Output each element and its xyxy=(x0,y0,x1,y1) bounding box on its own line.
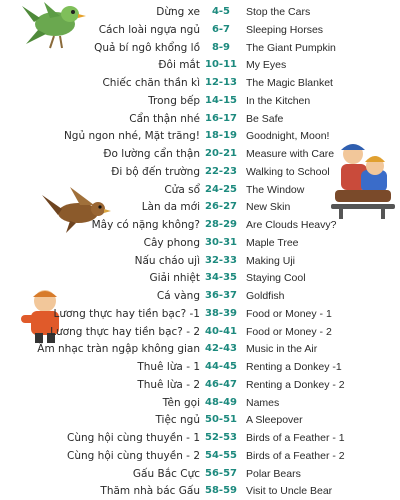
english-title: Sleeping Horses xyxy=(246,23,324,36)
vietnamese-title: Cách loài ngựa ngủ xyxy=(98,23,200,36)
vietnamese-title: Cá vàng xyxy=(156,290,200,302)
english-title: Renting a Donkey - 2 xyxy=(246,378,345,391)
english-title: Goodnight, Moon! xyxy=(246,130,330,143)
toc-entry[interactable] xyxy=(0,394,400,412)
toc-entry[interactable] xyxy=(0,269,400,287)
vietnamese-title: Âm nhạc tràn ngập không gian xyxy=(37,343,200,356)
english-title: Stop the Cars xyxy=(246,6,311,18)
english-title: Making Uji xyxy=(246,254,296,267)
vietnamese-title: Cùng hội cùng thuyền - 2 xyxy=(67,449,200,462)
toc-entry[interactable] xyxy=(0,21,400,39)
english-title: A Sleepover xyxy=(246,414,303,427)
page-range: 32-33 xyxy=(205,254,237,266)
english-title: Be Safe xyxy=(246,112,284,125)
vietnamese-title: Đôi mắt xyxy=(158,59,200,72)
page-range: 16-17 xyxy=(205,112,237,124)
english-title: Renting a Donkey -1 xyxy=(246,361,342,373)
english-title: Names xyxy=(246,396,280,409)
toc-entry[interactable] xyxy=(0,376,400,394)
english-title: Goldfish xyxy=(246,290,285,302)
toc-entry[interactable] xyxy=(0,145,400,163)
english-title: Visit to Uncle Bear xyxy=(246,485,333,498)
vietnamese-title: Dừng xe xyxy=(156,6,200,18)
vietnamese-title: Chiếc chăn thần kì xyxy=(102,77,200,89)
english-title: The Magic Blanket xyxy=(246,77,333,89)
vietnamese-title: Lương thực hay tiền bạc? -1 xyxy=(53,307,200,320)
vietnamese-title: Gấu Bắc Cực xyxy=(132,467,200,480)
english-title: Food or Money - 2 xyxy=(246,325,332,338)
toc-entry[interactable] xyxy=(0,252,400,270)
english-title: The Window xyxy=(246,183,305,196)
vietnamese-title: Đo lường cẩn thận xyxy=(103,148,200,160)
page-range: 56-57 xyxy=(205,467,237,479)
vietnamese-title: Cùng hội cùng thuyền - 1 xyxy=(67,432,200,444)
toc-entry[interactable] xyxy=(0,340,400,358)
english-title: Walking to School xyxy=(246,165,330,178)
english-title: Measure with Care xyxy=(246,148,335,160)
page-range: 42-43 xyxy=(205,343,237,355)
page-range: 14-15 xyxy=(205,94,237,106)
toc-entry[interactable] xyxy=(0,482,400,500)
page-range: 58-59 xyxy=(205,485,237,497)
english-title: Birds of a Feather - 2 xyxy=(246,449,345,462)
vietnamese-title: Làn da mới xyxy=(141,201,200,214)
page-range: 30-31 xyxy=(205,236,237,248)
page-range: 26-27 xyxy=(205,201,237,213)
toc-entry[interactable] xyxy=(0,305,400,323)
page-range: 40-41 xyxy=(205,325,237,337)
vietnamese-title: Nấu cháo ujì xyxy=(134,254,200,267)
vietnamese-title: Cẩn thận nhé xyxy=(129,112,200,125)
english-title: Polar Bears xyxy=(246,467,301,480)
vietnamese-title: Thuê lừa - 2 xyxy=(137,378,200,391)
english-title: Music in the Air xyxy=(246,343,318,356)
english-title: Are Clouds Heavy? xyxy=(246,219,337,231)
page-range: 36-37 xyxy=(205,290,237,301)
toc-entry[interactable] xyxy=(0,447,400,465)
vietnamese-title: Cây phong xyxy=(143,236,200,249)
page-range: 4-5 xyxy=(211,6,231,17)
page-range: 50-51 xyxy=(205,414,237,426)
toc-entry[interactable] xyxy=(0,181,400,199)
page-range: 54-55 xyxy=(205,449,237,461)
vietnamese-title: Mây có nặng không? xyxy=(91,219,200,231)
vietnamese-title: Ngủ ngon nhé, Mặt trăng! xyxy=(63,130,200,143)
page-range: 8-9 xyxy=(211,41,231,53)
page-range: 24-25 xyxy=(205,183,237,195)
vietnamese-title: Đi bộ đến trường xyxy=(111,165,200,178)
vietnamese-title: Giải nhiệt xyxy=(149,272,200,285)
toc-entry[interactable] xyxy=(0,110,400,128)
english-title: My Eyes xyxy=(246,59,287,72)
page-range: 20-21 xyxy=(205,148,237,159)
toc-entry[interactable] xyxy=(0,127,400,145)
toc-entry[interactable] xyxy=(0,39,400,57)
english-title: In the Kitchen xyxy=(246,94,311,107)
english-title: Maple Tree xyxy=(246,236,299,249)
vietnamese-title: Lương thực hay tiền bạc? - 2 xyxy=(50,325,200,338)
page-range: 44-45 xyxy=(205,361,237,372)
toc-entry[interactable] xyxy=(0,287,400,305)
toc-entry[interactable] xyxy=(0,323,400,341)
english-title: Birds of a Feather - 1 xyxy=(246,432,345,444)
page-range: 12-13 xyxy=(205,77,237,88)
vietnamese-title: Quả bí ngô khổng lồ xyxy=(94,41,200,54)
page-range: 34-35 xyxy=(205,272,237,284)
toc-entry[interactable] xyxy=(0,411,400,429)
vietnamese-title: Thăm nhà bác Gấu xyxy=(100,485,200,498)
page-range: 38-39 xyxy=(205,307,237,319)
toc-entry[interactable] xyxy=(0,3,400,21)
english-title: The Giant Pumpkin xyxy=(246,41,336,54)
page-range: 22-23 xyxy=(205,165,237,177)
toc-entry[interactable] xyxy=(0,163,400,181)
page-range: 52-53 xyxy=(205,432,237,443)
page-range: 28-29 xyxy=(205,219,237,230)
page-range: 48-49 xyxy=(205,396,237,408)
vietnamese-title: Trong bếp xyxy=(148,94,200,107)
toc-entry[interactable] xyxy=(0,465,400,483)
page-range: 46-47 xyxy=(205,378,237,390)
page-range: 18-19 xyxy=(205,130,237,142)
english-title: New Skin xyxy=(246,201,291,214)
english-title: Food or Money - 1 xyxy=(246,307,332,320)
toc-entry[interactable] xyxy=(0,429,400,447)
english-title: Staying Cool xyxy=(246,272,306,285)
toc-entry[interactable] xyxy=(0,358,400,376)
vietnamese-title: Tiệc ngủ xyxy=(155,414,200,427)
toc-entry[interactable] xyxy=(0,92,400,110)
toc-entry[interactable] xyxy=(0,56,400,74)
page-range: 6-7 xyxy=(211,23,231,35)
toc-entry[interactable] xyxy=(0,216,400,234)
page-range: 10-11 xyxy=(205,59,237,71)
toc-entry[interactable] xyxy=(0,198,400,216)
vietnamese-title: Tên gọi xyxy=(162,396,200,409)
vietnamese-title: Thuê lừa - 1 xyxy=(137,361,200,373)
vietnamese-title: Cửa sổ xyxy=(164,183,200,196)
toc-entry[interactable] xyxy=(0,74,400,92)
toc-entry[interactable] xyxy=(0,234,400,252)
